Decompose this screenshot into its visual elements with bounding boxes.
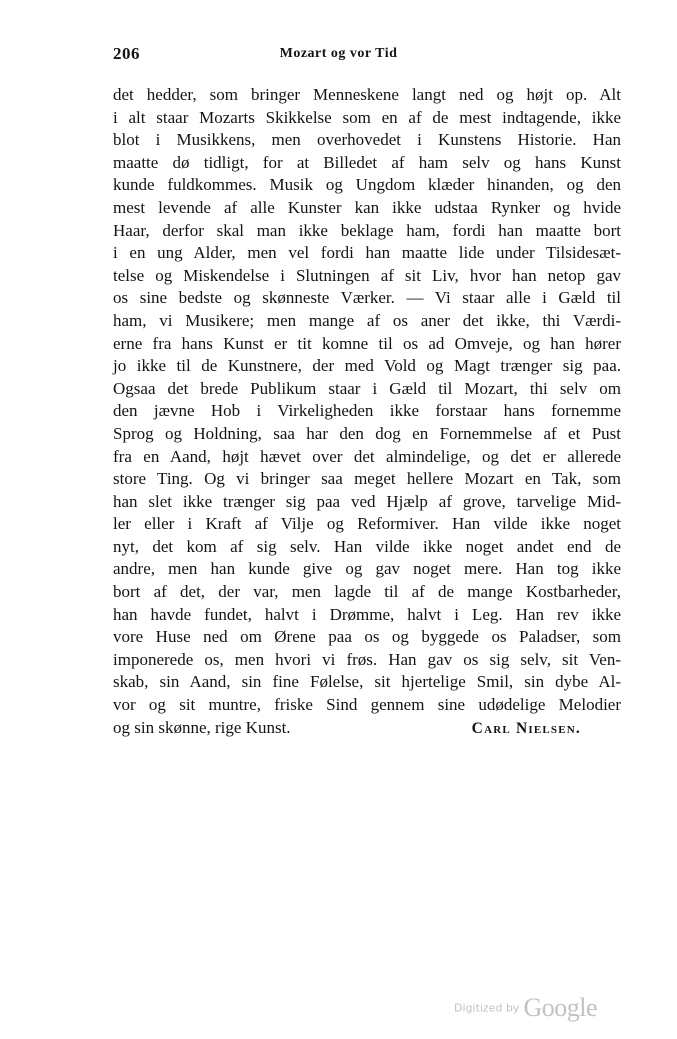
text-line: Sprog og Holdning, saa har den dog en Fornemmelse af et Pust (113, 423, 621, 443)
text-line: jo ikke til de Kunstnere, der med Vold og Magt trænger sig paa. (113, 356, 621, 376)
author-signature: Carl Nielsen. (471, 720, 581, 737)
text-line: Haar, derfor skal man ikke beklage ham, fordi han maatte bort (113, 220, 621, 240)
digitized-watermark (454, 993, 597, 1023)
text-line: ham, vi Musikere; men mange af os aner det ikke, thi Værdi- (113, 310, 621, 330)
text-line: skab, sin Aand, sin fine Følelse, sit hjertelige Smil, sin dybe Al- (113, 672, 621, 692)
text-line: telse og Miskendelse i Slutningen af sit Liv, hvor han netop gav (113, 265, 621, 285)
text-line: nyt, det kom af sig selv. Han vilde ikke noget andet end de (113, 536, 621, 556)
body-text (113, 84, 621, 739)
text-line-last: og sin skønne, rige Kunst. (113, 717, 291, 737)
text-line: blot i Musikkens, men overhovedet i Kunstens Historie. Han (113, 130, 621, 150)
text-line: Ogsaa det brede Publikum staar i Gæld til Mozart, thi selv om (113, 378, 621, 398)
text-line: kunde fuldkommes. Musik og Ungdom klæder hinanden, og den (113, 175, 621, 195)
text-line: imponerede os, men hvori vi frøs. Han gav os sig selv, sit Ven- (113, 649, 621, 669)
text-line: han slet ikke trænger sig paa ved Hjælp af grove, tarvelige Mid- (113, 491, 621, 511)
google-logo: Google (523, 993, 597, 1022)
digitized-label: Digitized by (454, 1001, 520, 1015)
text-line: mest levende af alle Kunster kan ikke udstaa Rynker og hvide (113, 197, 621, 217)
text-line: vor og sit muntre, friske Sind gennem sine udødelige Melodier (113, 695, 621, 715)
text-line: det hedder, som bringer Menneskene langt ned og højt op. Alt (113, 85, 621, 104)
text-line: bort af det, der var, men lagde til af de mange Kostbarheder, (113, 582, 621, 602)
text-line: andre, men han kunde give og gav noget mere. Han tog ikke (113, 559, 621, 579)
text-line: den jævne Hob i Virkeligheden ikke forstaar hans fornemme (113, 401, 621, 421)
text-line: i en ung Alder, men vel fordi han maatte lide under Tilsidesæt- (113, 243, 621, 263)
text-line: fra en Aand, højt hævet over det almindelige, og det er allerede (113, 446, 621, 466)
text-line: maatte dø tidligt, for at Billedet af ham selv og hans Kunst (113, 152, 621, 172)
text-line: han havde fundet, halvt i Drømme, halvt i Leg. Han rev ikke (113, 604, 621, 624)
text-line: vore Huse ned om Ørene paa os og byggede os Paladser, som (113, 627, 621, 647)
running-title: Mozart og vor Tid (279, 46, 398, 61)
text-line: ler eller i Kraft af Vilje og Reformiver. Han vilde ikke noget (113, 514, 621, 534)
text-line: i alt staar Mozarts Skikkelse som en af de mest indtagende, ikke (113, 107, 621, 127)
text-line: store Ting. Og vi bringer saa meget hellere Mozart en Tak, som (113, 469, 621, 489)
text-line: os sine bedste og skønneste Værker. — Vi staar alle i Gæld til (113, 288, 621, 308)
page-number: 206 (113, 44, 140, 63)
text-line: erne fra hans Kunst er tit komne til os ad Omveje, og han hører (113, 333, 621, 353)
